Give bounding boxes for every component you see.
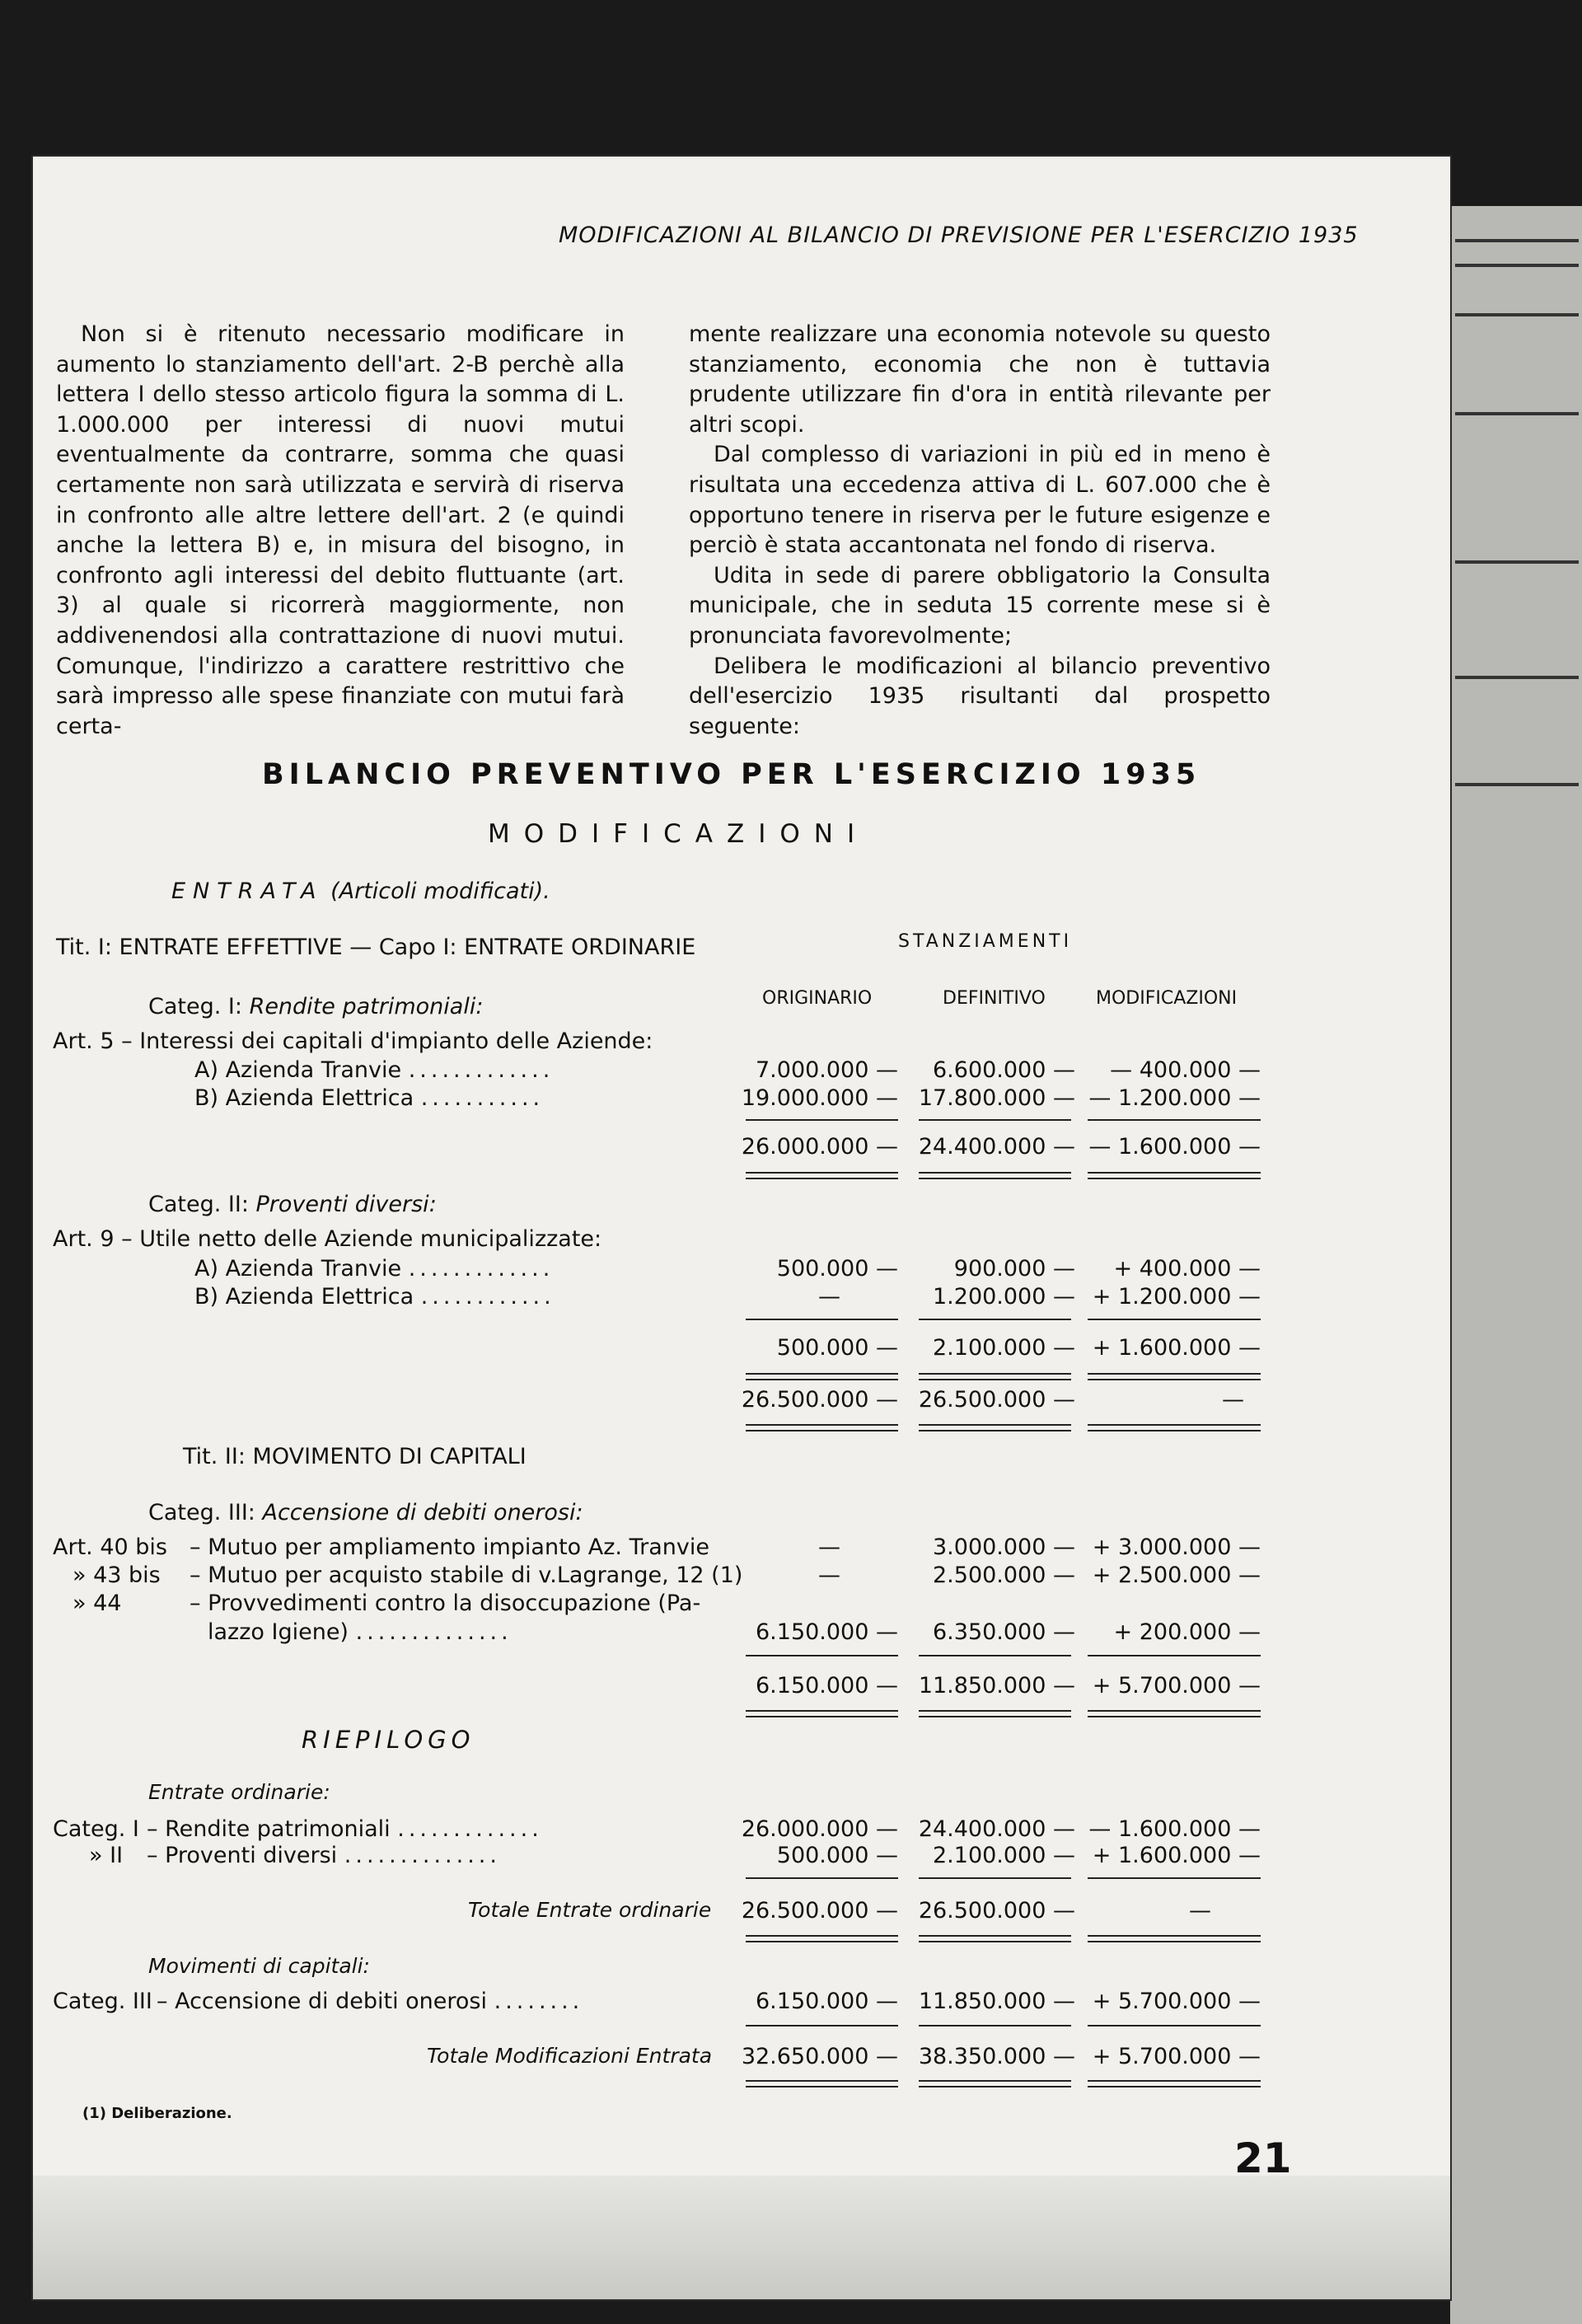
double-rule	[1088, 2080, 1261, 2087]
double-rule	[1088, 1935, 1261, 1942]
article-ref: » 44	[73, 1591, 122, 1616]
double-rule	[746, 2080, 898, 2087]
total-definitivo: 26.500.000 —	[918, 1898, 1075, 1923]
double-rule	[919, 1172, 1071, 1179]
cell-originario: —	[818, 1563, 840, 1588]
row-label: – Mutuo per ampliamento impianto Az. Tranvie	[190, 1534, 709, 1560]
sum-rule	[746, 1319, 898, 1320]
article-ref: Categ. I	[53, 1816, 139, 1842]
double-rule	[919, 1935, 1071, 1942]
cell-modificazioni: + 2.500.000 —	[1092, 1563, 1261, 1588]
cell-modificazioni: + 3.000.000 —	[1092, 1534, 1261, 1560]
double-rule	[919, 1710, 1071, 1717]
entrata-word: ENTRATA	[171, 879, 324, 904]
sum-rule	[1088, 1655, 1261, 1656]
cell-originario: 6.150.000 —	[756, 1989, 898, 2014]
double-rule	[746, 1710, 898, 1717]
total-modificazioni: + 1.600.000 —	[1092, 1335, 1261, 1361]
article-ref: Categ. III	[53, 1989, 152, 2014]
row-label-continuation: lazzo Igiene) ..............	[208, 1619, 513, 1645]
right-text-column	[689, 320, 1271, 742]
row-label: – Provvedimenti contro la disoccupazione (Pa-	[190, 1591, 701, 1616]
double-rule	[746, 1373, 898, 1380]
cell-modificazioni: + 400.000 —	[1113, 1256, 1261, 1281]
section-label: Entrate ordinarie:	[148, 1780, 330, 1804]
double-rule	[1088, 1373, 1261, 1380]
cell-definitivo: 6.350.000 —	[933, 1619, 1075, 1645]
sum-rule	[1088, 1119, 1261, 1121]
cell-definitivo: 11.850.000 —	[918, 1989, 1075, 2014]
total-label: Totale Modificazioni Entrata	[427, 2044, 713, 2068]
page-number: 21	[1234, 2134, 1292, 2182]
table-subtitle: MODIFICAZIONI	[488, 819, 869, 849]
stanziamenti-heading: STANZIAMENTI	[898, 931, 1073, 952]
double-rule	[1088, 1172, 1261, 1179]
sum-rule	[1088, 2025, 1261, 2026]
article-ref: » 43 bis	[73, 1563, 161, 1588]
sum-rule	[919, 1319, 1071, 1320]
row-label: B) Azienda Elettrica ...........	[194, 1085, 545, 1111]
cell-originario: 7.000.000 —	[756, 1057, 898, 1083]
total-originario: 6.150.000 —	[756, 1673, 898, 1698]
sum-rule	[1088, 1319, 1261, 1320]
total-modificazioni: + 5.700.000 —	[1092, 1673, 1261, 1698]
double-rule	[919, 1373, 1071, 1380]
cell-definitivo: 24.400.000 —	[918, 1816, 1075, 1842]
article-ref: » II	[89, 1843, 124, 1868]
double-rule	[746, 1935, 898, 1942]
total-modificazioni: + 5.700.000 —	[1092, 2044, 1261, 2069]
adjacent-page-edge	[1450, 206, 1582, 2324]
cell-originario: 500.000 —	[776, 1843, 898, 1868]
double-rule	[1088, 1710, 1261, 1717]
cell-definitivo: 2.100.000 —	[933, 1843, 1075, 1868]
cell-definitivo: 17.800.000 —	[918, 1085, 1075, 1111]
row-label: B) Azienda Elettrica ............	[194, 1284, 555, 1310]
total-modificazioni: — 1.600.000 —	[1088, 1134, 1261, 1160]
cell-definitivo: 1.200.000 —	[933, 1284, 1075, 1310]
article-heading: Art. 9 – Utile netto delle Aziende municipalizzate:	[53, 1226, 602, 1252]
cell-originario: —	[818, 1284, 840, 1310]
row-label: A) Azienda Tranvie .............	[194, 1256, 555, 1281]
cell-originario: 6.150.000 —	[756, 1619, 898, 1645]
cell-originario: —	[818, 1534, 840, 1560]
sum-rule	[746, 1119, 898, 1121]
double-rule	[746, 1172, 898, 1179]
entrata-note: (Articoli modificati).	[330, 879, 550, 904]
category-heading: Categ. I: Rendite patrimoniali:	[148, 994, 484, 1019]
paragraph: Delibera le modificazioni al bilancio preventivo dell'esercizio 1935 risultanti dal prospetto seguente:	[689, 653, 1271, 739]
sum-rule	[1088, 1877, 1261, 1879]
total-definitivo: 24.400.000 —	[918, 1134, 1075, 1160]
sum-rule	[746, 1877, 898, 1879]
double-rule	[919, 2080, 1071, 2087]
cell-modificazioni: — 400.000 —	[1110, 1057, 1261, 1083]
cell-definitivo: 6.600.000 —	[933, 1057, 1075, 1083]
total-originario: 26.000.000 —	[741, 1134, 898, 1160]
sum-rule	[919, 1119, 1071, 1121]
total-originario: 26.500.000 —	[741, 1387, 898, 1413]
row-label: – Accensione di debiti onerosi ........	[157, 1989, 584, 2014]
cell-modificazioni: + 1.600.000 —	[1092, 1843, 1261, 1868]
total-modificazioni: —	[1189, 1898, 1211, 1923]
row-label: – Proventi diversi ..............	[147, 1843, 501, 1868]
page-bottom-shadow	[33, 2176, 1450, 2299]
sum-rule	[919, 1655, 1071, 1656]
total-definitivo: 26.500.000 —	[918, 1387, 1075, 1413]
cell-definitivo: 3.000.000 —	[933, 1534, 1075, 1560]
cell-originario: 26.000.000 —	[741, 1816, 898, 1842]
sum-rule	[746, 2025, 898, 2026]
cell-modificazioni: + 200.000 —	[1113, 1619, 1261, 1645]
row-label: – Rendite patrimoniali .............	[147, 1816, 543, 1842]
col-header-definitivo: DEFINITIVO	[943, 988, 1046, 1009]
riepilogo-heading: RIEPILOGO	[302, 1726, 475, 1754]
total-definitivo: 11.850.000 —	[918, 1673, 1075, 1698]
cell-originario: 500.000 —	[776, 1256, 898, 1281]
cell-modificazioni: + 5.700.000 —	[1092, 1989, 1261, 2014]
cell-modificazioni: + 1.200.000 —	[1092, 1284, 1261, 1310]
total-label: Totale Entrate ordinarie	[468, 1898, 712, 1922]
paragraph: Non si è ritenuto necessario modificare in aumento lo stanziamento dell'art. 2-B perchè alla lettera I dello stesso articolo figura la somma di L. 1.000.000 per interessi di nuovi mutui eventualmente da contrarre, somma che quasi certamente non sarà utilizzata e servirà di riserva in confronto alle altre lettere dell'art. 2 (e quindi anche la lettera B) e, in misura del bisogno, in confronto agli interessi del debito fluttuante (art. 3) al quale si ricorrerà maggiormente, non addivenendosi alla contrattazione di nuovi mutui. Comunque, l'indirizzo a carattere restrittivo che sarà impresso alle spese finanziate con mutui farà certa-	[56, 321, 625, 739]
paragraph: Udita in sede di parere obbligatorio la Consulta municipale, che in seduta 15 corrente mese si è pronunciata favorevolmente;	[689, 562, 1271, 649]
paragraph: Dal complesso di variazioni in più ed in meno è risultata una eccedenza attiva di L. 607.000 che è opportuno tenere in riserva per le future esigenze e perciò è stata accantonata nel fondo di riserva.	[689, 442, 1271, 559]
category-heading: Categ. III: Accensione di debiti onerosi:	[148, 1500, 583, 1525]
cell-definitivo: 2.500.000 —	[933, 1563, 1075, 1588]
col-header-originario: ORIGINARIO	[762, 988, 873, 1009]
footnote: (1) Deliberazione.	[82, 2105, 232, 2122]
sum-rule	[746, 1655, 898, 1656]
total-modificazioni: —	[1222, 1387, 1244, 1413]
cell-modificazioni: — 1.600.000 —	[1088, 1816, 1261, 1842]
cell-definitivo: 900.000 —	[953, 1256, 1075, 1281]
section-label: Movimenti di capitali:	[148, 1954, 370, 1978]
row-label: A) Azienda Tranvie .............	[194, 1057, 555, 1083]
table-title: BILANCIO PREVENTIVO PER L'ESERCIZIO 1935	[262, 758, 1201, 791]
left-text-column	[56, 320, 625, 742]
row-label: – Mutuo per acquisto stabile di v.Lagrange, 12 (1)	[190, 1563, 743, 1588]
cell-modificazioni: — 1.200.000 —	[1088, 1085, 1261, 1111]
cell-originario: 19.000.000 —	[741, 1085, 898, 1111]
double-rule	[746, 1424, 898, 1431]
category-heading: Categ. II: Proventi diversi:	[148, 1192, 437, 1217]
double-rule	[1088, 1424, 1261, 1431]
col-header-modificazioni: MODIFICAZIONI	[1096, 988, 1238, 1009]
entrata-label	[171, 879, 550, 904]
article-ref: Art. 40 bis	[53, 1534, 167, 1560]
total-originario: 500.000 —	[776, 1335, 898, 1361]
total-definitivo: 38.350.000 —	[918, 2044, 1075, 2069]
sum-rule	[919, 1877, 1071, 1879]
titolo-2-heading: Tit. II: MOVIMENTO DI CAPITALI	[183, 1444, 527, 1469]
running-header: MODIFICAZIONI AL BILANCIO DI PREVISIONE PER L'ESERCIZIO 1935	[559, 223, 1359, 248]
total-originario: 32.650.000 —	[741, 2044, 898, 2069]
article-heading: Art. 5 – Interessi dei capitali d'impianto delle Aziende:	[53, 1028, 653, 1054]
double-rule	[919, 1424, 1071, 1431]
titolo-1-heading: Tit. I: ENTRATE EFFETTIVE — Capo I: ENTRATE ORDINARIE	[56, 935, 696, 960]
total-originario: 26.500.000 —	[741, 1898, 898, 1923]
paragraph: mente realizzare una economia notevole su questo stanziamento, economia che non è tuttavia prudente utilizzare fin d'ora in entità rilevante per altri scopi.	[689, 321, 1271, 438]
total-definitivo: 2.100.000 —	[933, 1335, 1075, 1361]
sum-rule	[919, 2025, 1071, 2026]
